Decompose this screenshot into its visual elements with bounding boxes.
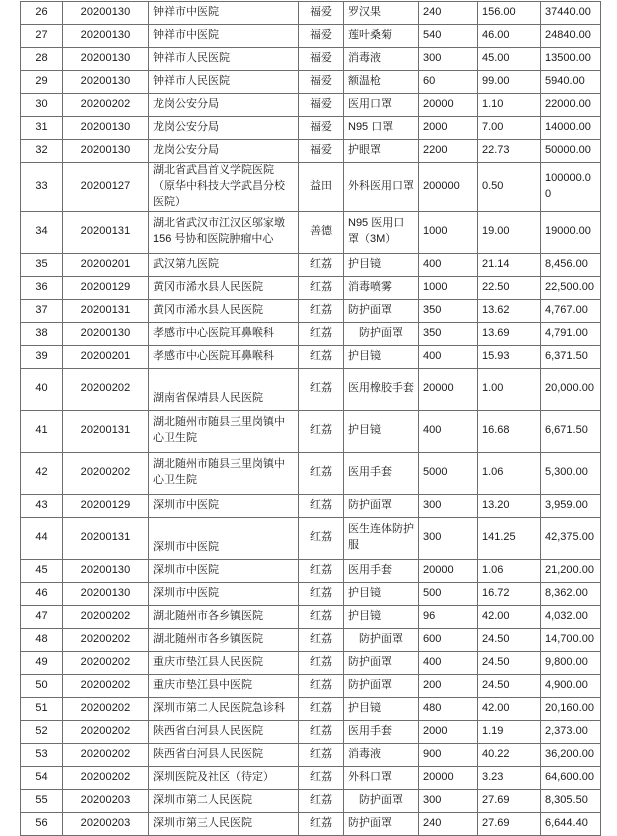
date-cell[interactable]: 20200202 (63, 605, 149, 628)
supplier-cell[interactable]: 红荔 (299, 299, 344, 322)
row-index-cell[interactable]: 26 (21, 2, 63, 25)
supplier-cell[interactable]: 福爱 (299, 48, 344, 71)
supplier-cell[interactable]: 红荔 (299, 720, 344, 743)
recipient-org-cell[interactable]: 深圳医院及社区（待定） (149, 766, 299, 789)
table-row (21, 720, 601, 743)
unit-price-cell[interactable]: 40.22 (478, 743, 541, 766)
quantity-cell[interactable]: 500 (419, 582, 478, 605)
recipient-org-cell[interactable]: 湖北随州市随县三里岗镇中心卫生院 (149, 410, 299, 452)
supplier-cell[interactable]: 红荔 (299, 628, 344, 651)
quantity-cell[interactable]: 600 (419, 628, 478, 651)
product-name-cell[interactable]: 护眼罩 (344, 140, 419, 163)
table-row (21, 276, 601, 299)
product-name-cell[interactable]: 莲叶桑菊 (344, 25, 419, 48)
date-cell[interactable]: 20200202 (63, 697, 149, 720)
row-index-cell[interactable]: 55 (21, 789, 63, 812)
date-cell[interactable]: 20200202 (63, 628, 149, 651)
unit-price-cell[interactable]: 19.00 (478, 211, 541, 253)
recipient-org-cell[interactable]: 钟祥市人民医院 (149, 71, 299, 94)
recipient-org-cell[interactable]: 武汉第九医院 (149, 253, 299, 276)
quantity-cell[interactable]: 900 (419, 743, 478, 766)
amount-cell[interactable]: 13500.00 (541, 48, 601, 71)
amount-cell[interactable]: 8,362.00 (541, 582, 601, 605)
row-index-cell[interactable]: 47 (21, 605, 63, 628)
table-row (21, 211, 601, 253)
unit-price-cell[interactable]: 1.06 (478, 452, 541, 494)
amount-cell[interactable]: 22000.00 (541, 94, 601, 117)
unit-price-cell[interactable]: 7.00 (478, 117, 541, 140)
row-index-cell[interactable]: 52 (21, 720, 63, 743)
supplier-cell[interactable]: 福爱 (299, 2, 344, 25)
supplier-cell[interactable]: 红荔 (299, 494, 344, 517)
supplier-cell[interactable]: 红荔 (299, 651, 344, 674)
supplier-cell[interactable]: 福爱 (299, 117, 344, 140)
supplier-cell[interactable]: 红荔 (299, 605, 344, 628)
table-row (21, 163, 601, 212)
table-row (21, 812, 601, 835)
recipient-org-cell[interactable]: 湖北随州市各乡镇医院 (149, 628, 299, 651)
quantity-cell[interactable]: 2200 (419, 140, 478, 163)
table-row (21, 140, 601, 163)
row-index-cell[interactable]: 30 (21, 94, 63, 117)
row-index-cell[interactable]: 53 (21, 743, 63, 766)
table-row (21, 345, 601, 368)
unit-price-cell[interactable]: 1.10 (478, 94, 541, 117)
date-cell[interactable]: 20200202 (63, 368, 149, 410)
date-cell[interactable]: 20200131 (63, 517, 149, 559)
recipient-org-cell[interactable]: 湖北省武昌首义学院医院（原华中科技大学武昌分校医院） (149, 163, 299, 212)
supplier-cell[interactable]: 福爱 (299, 94, 344, 117)
amount-cell[interactable]: 14,700.00 (541, 628, 601, 651)
row-index-cell[interactable]: 38 (21, 322, 63, 345)
supplier-cell[interactable]: 红荔 (299, 345, 344, 368)
unit-price-cell[interactable]: 13.20 (478, 494, 541, 517)
product-name-cell[interactable]: N95 医用口罩（3M） (344, 211, 419, 253)
amount-cell[interactable]: 20,000.00 (541, 368, 601, 410)
amount-cell[interactable]: 9,800.00 (541, 651, 601, 674)
supplier-cell[interactable]: 红荔 (299, 559, 344, 582)
product-name-cell[interactable]: 防护面罩 (344, 494, 419, 517)
table-row (21, 494, 601, 517)
date-cell[interactable]: 20200202 (63, 766, 149, 789)
product-name-cell[interactable]: 护目镜 (344, 345, 419, 368)
row-index-cell[interactable]: 43 (21, 494, 63, 517)
recipient-org-cell[interactable]: 黄冈市浠水县人民医院 (149, 299, 299, 322)
amount-cell[interactable]: 20,160.00 (541, 697, 601, 720)
table-row (21, 559, 601, 582)
product-name-cell[interactable]: 医用口罩 (344, 94, 419, 117)
unit-price-cell[interactable]: 45.00 (478, 48, 541, 71)
amount-cell[interactable]: 14000.00 (541, 117, 601, 140)
quantity-cell[interactable]: 2000 (419, 117, 478, 140)
supplier-cell[interactable]: 红荔 (299, 674, 344, 697)
table-row (21, 48, 601, 71)
recipient-org-cell[interactable]: 龙岗公安分局 (149, 117, 299, 140)
recipient-org-cell[interactable]: 钟祥市中医院 (149, 2, 299, 25)
amount-cell[interactable]: 4,791.00 (541, 322, 601, 345)
amount-cell[interactable]: 50000.00 (541, 140, 601, 163)
quantity-cell[interactable]: 200000 (419, 163, 478, 212)
date-cell[interactable]: 20200130 (63, 48, 149, 71)
table-row (21, 766, 601, 789)
product-name-cell[interactable]: 防护面罩 (344, 812, 419, 835)
unit-price-cell[interactable]: 24.50 (478, 674, 541, 697)
recipient-org-cell[interactable]: 深圳市中医院 (149, 517, 299, 559)
unit-price-cell[interactable]: 16.72 (478, 582, 541, 605)
quantity-cell[interactable]: 300 (419, 48, 478, 71)
quantity-cell[interactable]: 2000 (419, 720, 478, 743)
amount-cell[interactable]: 5,300.00 (541, 452, 601, 494)
table-row (21, 25, 601, 48)
date-cell[interactable]: 20200131 (63, 410, 149, 452)
supplier-cell[interactable]: 红荔 (299, 452, 344, 494)
amount-cell[interactable]: 2,373.00 (541, 720, 601, 743)
amount-cell[interactable]: 5940.00 (541, 71, 601, 94)
supplier-cell[interactable]: 红荔 (299, 766, 344, 789)
row-index-cell[interactable]: 36 (21, 276, 63, 299)
recipient-org-cell[interactable]: 黄冈市浠水县人民医院 (149, 276, 299, 299)
product-name-cell[interactable]: 护目镜 (344, 253, 419, 276)
quantity-cell[interactable]: 300 (419, 494, 478, 517)
amount-cell[interactable]: 24840.00 (541, 25, 601, 48)
row-index-cell[interactable]: 34 (21, 211, 63, 253)
date-cell[interactable]: 20200130 (63, 140, 149, 163)
unit-price-cell[interactable]: 24.50 (478, 628, 541, 651)
row-index-cell[interactable]: 44 (21, 517, 63, 559)
amount-cell[interactable]: 8,305.50 (541, 789, 601, 812)
supplier-cell[interactable]: 红荔 (299, 743, 344, 766)
unit-price-cell[interactable]: 0.50 (478, 163, 541, 212)
quantity-cell[interactable]: 240 (419, 2, 478, 25)
table-row (21, 651, 601, 674)
unit-price-cell[interactable]: 22.50 (478, 276, 541, 299)
product-name-cell[interactable]: 外科医用口罩 (344, 163, 419, 212)
row-index-cell[interactable]: 56 (21, 812, 63, 835)
product-name-cell[interactable]: 额温枪 (344, 71, 419, 94)
supplier-cell[interactable]: 福爱 (299, 140, 344, 163)
amount-cell[interactable]: 21,200.00 (541, 559, 601, 582)
quantity-cell[interactable]: 400 (419, 345, 478, 368)
unit-price-cell[interactable]: 1.06 (478, 559, 541, 582)
product-name-cell[interactable]: 护目镜 (344, 697, 419, 720)
quantity-cell[interactable]: 400 (419, 651, 478, 674)
product-name-cell[interactable]: 防护面罩 (344, 651, 419, 674)
table-row (21, 299, 601, 322)
quantity-cell[interactable]: 480 (419, 697, 478, 720)
unit-price-cell[interactable]: 13.62 (478, 299, 541, 322)
product-name-cell[interactable]: 防护面罩 (344, 628, 419, 651)
quantity-cell[interactable]: 20000 (419, 94, 478, 117)
supplier-cell[interactable]: 红荔 (299, 812, 344, 835)
date-cell[interactable]: 20200130 (63, 2, 149, 25)
date-cell[interactable]: 20200202 (63, 94, 149, 117)
date-cell[interactable]: 20200201 (63, 345, 149, 368)
supplier-cell[interactable]: 红荔 (299, 410, 344, 452)
table-row (21, 674, 601, 697)
recipient-org-cell[interactable]: 湖北省武汉市江汉区邬家墩 156 号协和医院肿瘤中心 (149, 211, 299, 253)
product-name-cell[interactable]: 医生连体防护服 (344, 517, 419, 559)
supplier-cell[interactable]: 红荔 (299, 697, 344, 720)
amount-cell[interactable]: 8,456.00 (541, 253, 601, 276)
row-index-cell[interactable]: 46 (21, 582, 63, 605)
product-name-cell[interactable]: 防护面罩 (344, 299, 419, 322)
table-row (21, 71, 601, 94)
row-index-cell[interactable]: 31 (21, 117, 63, 140)
quantity-cell[interactable]: 96 (419, 605, 478, 628)
date-cell[interactable]: 20200130 (63, 559, 149, 582)
table-row (21, 322, 601, 345)
unit-price-cell[interactable]: 42.00 (478, 605, 541, 628)
row-index-cell[interactable]: 35 (21, 253, 63, 276)
product-name-cell[interactable]: 护目镜 (344, 605, 419, 628)
row-index-cell[interactable]: 29 (21, 71, 63, 94)
recipient-org-cell[interactable]: 陕西省白河县人民医院 (149, 720, 299, 743)
row-index-cell[interactable]: 54 (21, 766, 63, 789)
date-cell[interactable]: 20200129 (63, 494, 149, 517)
date-cell[interactable]: 20200201 (63, 253, 149, 276)
row-index-cell[interactable]: 42 (21, 452, 63, 494)
recipient-org-cell[interactable]: 钟祥市中医院 (149, 25, 299, 48)
recipient-org-cell[interactable]: 深圳市第二人民医院急诊科 (149, 697, 299, 720)
unit-price-cell[interactable]: 156.00 (478, 2, 541, 25)
product-name-cell[interactable]: 防护面罩 (344, 789, 419, 812)
quantity-cell[interactable]: 60 (419, 71, 478, 94)
date-cell[interactable]: 20200130 (63, 25, 149, 48)
product-name-cell[interactable]: 护目镜 (344, 410, 419, 452)
amount-cell[interactable]: 6,671.50 (541, 410, 601, 452)
quantity-cell[interactable]: 540 (419, 25, 478, 48)
row-index-cell[interactable]: 41 (21, 410, 63, 452)
product-name-cell[interactable]: 消毒液 (344, 48, 419, 71)
row-index-cell[interactable]: 39 (21, 345, 63, 368)
date-cell[interactable]: 20200202 (63, 720, 149, 743)
unit-price-cell[interactable]: 16.68 (478, 410, 541, 452)
product-name-cell[interactable]: 防护面罩 (344, 322, 419, 345)
recipient-org-cell[interactable]: 湖北随州市各乡镇医院 (149, 605, 299, 628)
recipient-org-cell[interactable]: 陕西省白河县人民医院 (149, 743, 299, 766)
table-row (21, 94, 601, 117)
row-index-cell[interactable]: 50 (21, 674, 63, 697)
recipient-org-cell[interactable]: 深圳市第二人民医院 (149, 789, 299, 812)
recipient-org-cell[interactable]: 重庆市垫江县人民医院 (149, 651, 299, 674)
date-cell[interactable]: 20200130 (63, 117, 149, 140)
supplier-cell[interactable]: 红荔 (299, 276, 344, 299)
row-index-cell[interactable]: 27 (21, 25, 63, 48)
row-index-cell[interactable]: 37 (21, 299, 63, 322)
unit-price-cell[interactable]: 24.50 (478, 651, 541, 674)
recipient-org-cell[interactable]: 湖南省保靖县人民医院 (149, 368, 299, 410)
date-cell[interactable]: 20200203 (63, 789, 149, 812)
quantity-cell[interactable]: 5000 (419, 452, 478, 494)
row-index-cell[interactable]: 45 (21, 559, 63, 582)
unit-price-cell[interactable]: 1.19 (478, 720, 541, 743)
product-name-cell[interactable]: 医用橡胶手套 (344, 368, 419, 410)
date-cell[interactable]: 20200202 (63, 651, 149, 674)
product-name-cell[interactable]: 消毒喷雾 (344, 276, 419, 299)
product-name-cell[interactable]: 外科口罩 (344, 766, 419, 789)
recipient-org-cell[interactable]: 龙岗公安分局 (149, 140, 299, 163)
row-index-cell[interactable]: 51 (21, 697, 63, 720)
recipient-org-cell[interactable]: 深圳市第三人民医院 (149, 812, 299, 835)
table-row (21, 517, 601, 559)
amount-cell[interactable]: 6,644.40 (541, 812, 601, 835)
table-row (21, 253, 601, 276)
table-row (21, 368, 601, 410)
table-row (21, 605, 601, 628)
table-row (21, 117, 601, 140)
amount-cell[interactable]: 36,200.00 (541, 743, 601, 766)
quantity-cell[interactable]: 400 (419, 253, 478, 276)
date-cell[interactable]: 20200130 (63, 582, 149, 605)
amount-cell[interactable]: 37440.00 (541, 2, 601, 25)
supplier-cell[interactable]: 善德 (299, 211, 344, 253)
date-cell[interactable]: 20200202 (63, 674, 149, 697)
date-cell[interactable]: 20200202 (63, 452, 149, 494)
recipient-org-cell[interactable]: 深圳市中医院 (149, 494, 299, 517)
supplier-cell[interactable]: 益田 (299, 163, 344, 212)
quantity-cell[interactable]: 20000 (419, 368, 478, 410)
unit-price-cell[interactable]: 22.73 (478, 140, 541, 163)
quantity-cell[interactable]: 20000 (419, 559, 478, 582)
table-row (21, 697, 601, 720)
product-name-cell[interactable]: 消毒液 (344, 743, 419, 766)
row-index-cell[interactable]: 48 (21, 628, 63, 651)
unit-price-cell[interactable]: 27.69 (478, 812, 541, 835)
recipient-org-cell[interactable]: 深圳市中医院 (149, 559, 299, 582)
recipient-org-cell[interactable]: 钟祥市人民医院 (149, 48, 299, 71)
amount-cell[interactable]: 19000.00 (541, 211, 601, 253)
amount-cell[interactable]: 42,375.00 (541, 517, 601, 559)
supplier-cell[interactable]: 福爱 (299, 71, 344, 94)
date-cell[interactable]: 20200127 (63, 163, 149, 212)
date-cell[interactable]: 20200130 (63, 71, 149, 94)
quantity-cell[interactable]: 350 (419, 299, 478, 322)
unit-price-cell[interactable]: 141.25 (478, 517, 541, 559)
recipient-org-cell[interactable]: 深圳市中医院 (149, 582, 299, 605)
product-name-cell[interactable]: 护目镜 (344, 582, 419, 605)
product-name-cell[interactable]: 医用手套 (344, 559, 419, 582)
supplier-cell[interactable]: 福爱 (299, 25, 344, 48)
date-cell[interactable]: 20200131 (63, 211, 149, 253)
quantity-cell[interactable]: 300 (419, 517, 478, 559)
amount-cell[interactable]: 100000.00 (541, 163, 601, 212)
quantity-cell[interactable]: 350 (419, 322, 478, 345)
row-index-cell[interactable]: 32 (21, 140, 63, 163)
procurement-table (20, 1, 601, 836)
table-row (21, 410, 601, 452)
quantity-cell[interactable]: 20000 (419, 766, 478, 789)
supplier-cell[interactable]: 红荔 (299, 322, 344, 345)
table-row (21, 628, 601, 651)
row-index-cell[interactable]: 49 (21, 651, 63, 674)
supplier-cell[interactable]: 红荔 (299, 517, 344, 559)
table-row (21, 2, 601, 25)
date-cell[interactable]: 20200130 (63, 322, 149, 345)
product-name-cell[interactable]: 医用手套 (344, 452, 419, 494)
product-name-cell[interactable]: N95 口罩 (344, 117, 419, 140)
amount-cell[interactable]: 4,032.00 (541, 605, 601, 628)
product-name-cell[interactable]: 罗汉果 (344, 2, 419, 25)
amount-cell[interactable]: 4,767.00 (541, 299, 601, 322)
amount-cell[interactable]: 64,600.00 (541, 766, 601, 789)
unit-price-cell[interactable]: 46.00 (478, 25, 541, 48)
quantity-cell[interactable]: 300 (419, 789, 478, 812)
amount-cell[interactable]: 6,371.50 (541, 345, 601, 368)
unit-price-cell[interactable]: 42.00 (478, 697, 541, 720)
recipient-org-cell[interactable]: 孝感市中心医院耳鼻喉科 (149, 322, 299, 345)
table-row (21, 789, 601, 812)
date-cell[interactable]: 20200203 (63, 812, 149, 835)
date-cell[interactable]: 20200129 (63, 276, 149, 299)
amount-cell[interactable]: 3,959.00 (541, 494, 601, 517)
date-cell[interactable]: 20200131 (63, 299, 149, 322)
recipient-org-cell[interactable]: 重庆市垫江县中医院 (149, 674, 299, 697)
supplier-cell[interactable]: 红荔 (299, 368, 344, 410)
unit-price-cell[interactable]: 27.69 (478, 789, 541, 812)
product-name-cell[interactable]: 防护面罩 (344, 674, 419, 697)
quantity-cell[interactable]: 200 (419, 674, 478, 697)
quantity-cell[interactable]: 400 (419, 410, 478, 452)
recipient-org-cell[interactable]: 湖北随州市随县三里岗镇中心卫生院 (149, 452, 299, 494)
date-cell[interactable]: 20200202 (63, 743, 149, 766)
supplier-cell[interactable]: 红荔 (299, 253, 344, 276)
quantity-cell[interactable]: 1000 (419, 211, 478, 253)
product-name-cell[interactable]: 医用手套 (344, 720, 419, 743)
unit-price-cell[interactable]: 21.14 (478, 253, 541, 276)
quantity-cell[interactable]: 1000 (419, 276, 478, 299)
table-row (21, 582, 601, 605)
unit-price-cell[interactable]: 15.93 (478, 345, 541, 368)
recipient-org-cell[interactable]: 龙岗公安分局 (149, 94, 299, 117)
amount-cell[interactable]: 22,500.00 (541, 276, 601, 299)
unit-price-cell[interactable]: 1.00 (478, 368, 541, 410)
table-row (21, 452, 601, 494)
table-row (21, 743, 601, 766)
supplier-cell[interactable]: 红荔 (299, 582, 344, 605)
unit-price-cell[interactable]: 13.69 (478, 322, 541, 345)
row-index-cell[interactable]: 40 (21, 368, 63, 410)
supplier-cell[interactable]: 红荔 (299, 789, 344, 812)
table-body (21, 2, 601, 836)
row-index-cell[interactable]: 28 (21, 48, 63, 71)
quantity-cell[interactable]: 240 (419, 812, 478, 835)
amount-cell[interactable]: 4,900.00 (541, 674, 601, 697)
recipient-org-cell[interactable]: 孝感市中心医院耳鼻喉科 (149, 345, 299, 368)
unit-price-cell[interactable]: 3.23 (478, 766, 541, 789)
unit-price-cell[interactable]: 99.00 (478, 71, 541, 94)
row-index-cell[interactable]: 33 (21, 163, 63, 212)
